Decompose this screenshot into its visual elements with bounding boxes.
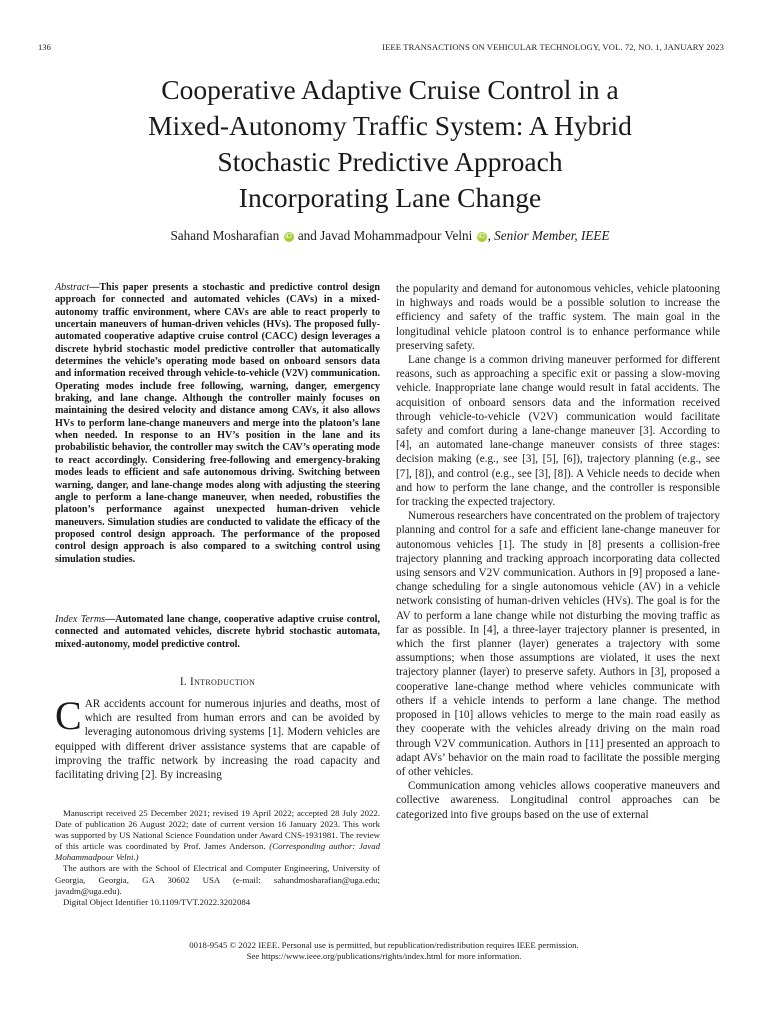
index-terms: [55, 614, 380, 651]
author-membership: , Senior Member, IEEE: [487, 228, 610, 243]
right-column: [396, 282, 720, 822]
body-paragraph: Lane change is a common driving maneuver performed for different reasons, such as approaching a specific exit or passing a slow-moving vehicle. Inappropriate lane change would result in fatal accidents. The acquisition of onboard sensors data and the information received through vehicle-to-vehicle (V2V) communication would facilitate safety and comfort during a lane-change maneuver [3]. According to [4], an automated lane-change maneuver consists of three stages: decision making (e.g., see [3], [5], [6]), trajectory planning (e.g., see [7], [8]), and control (e.g., see [3], [8]). A Vehicle needs to decide when and how to perform the lane change, and the controller is responsible for tracking the expected trajectory.: [396, 354, 720, 509]
orcid-icon[interactable]: iD: [285, 233, 292, 240]
orcid-icon[interactable]: iD: [478, 233, 485, 240]
abstract: [55, 282, 380, 566]
title-line: Incorporating Lane Change: [238, 182, 542, 213]
drop-cap: C: [55, 693, 82, 738]
index-terms-label: Index Terms: [55, 614, 106, 625]
paper-title: [70, 72, 710, 216]
title-line: Stochastic Predictive Approach: [217, 146, 563, 177]
abstract-label: Abstract: [55, 282, 90, 293]
footnote-manuscript: [55, 808, 380, 863]
journal-name: IEEE TRANSACTIONS ON VEHICULAR TECHNOLOGY, VOL. 72, NO. 1, JANUARY 2023: [382, 42, 724, 52]
rights-url-line: See https://www.ieee.org/publications/rights/index.html for more information.: [246, 951, 522, 961]
section-heading: I. Introduction: [179, 676, 256, 688]
intro-paragraph: [55, 693, 380, 782]
body-paragraph: Numerous researchers have concentrated on the problem of trajectory planning and control for a safe and efficient lane-change maneuver for autonomous vehicles [1]. The study in [8] presents a collision-free trajectory planning and tracking approach incorporating data collected using sensors and V2V communication. Authors in [9] proposed a lane-change scheduling for a single autonomous vehicle (AV) in a vehicle network consisting of human-driven vehicles (HVs). The goal is for the AV to perform a lane change while not disturbing the moving traffic as far as possible. In [4], a three-layer trajectory planner is presented, in which the first planner (layer) generates a trajectory with some assumptions; when those assumptions are violated, it uses the next trajectory planner (layer) to preserve safety. Authors in [3], proposed a cooperative lane-change method where vehicles communicate with others if a vehicle intends to perform a lane change. The method proposed in [10] allows vehicles to merge to the main road easily as they cooperate with the vehicles already driving on the main road through V2V communication. Authors in [11] presented an approach to adapt AVs’ behavior on the main road to facilitate the possible merging of other vehicles.: [396, 510, 720, 778]
footnote-affiliation: The authors are with the School of Electrical and Computer Engineering, University of Georgia, Georgia, GA 30602 USA (e-mail: sahandmosharafian@uga.edu; javadm@uga.edu).: [55, 863, 380, 896]
footnote-doi: Digital Object Identifier 10.1109/TVT.2022.3202084: [63, 896, 251, 907]
footnote-manuscript-text: Manuscript received 25 December 2021; revised 19 April 2022; accepted 28 July 2022. Date of publication 26 August 2022; date of current version 16 January 2023. This work was supported by US National Science Foundation under Award CNS-1931981. The review of this article was coordinated by Prof. James Anderson.: [55, 808, 380, 852]
copyright-line: 0018-9545 © 2022 IEEE. Personal use is permitted, but republication/redistribution requires IEEE permission.: [189, 940, 579, 950]
footnote: [55, 808, 380, 908]
page-number: 136: [38, 42, 51, 52]
corresponding-author: (Corresponding author: Javad Mohammadpour Velni.): [55, 841, 381, 863]
copyright-notice: [0, 940, 768, 962]
index-terms-text: —Automated lane change, cooperative adaptive cruise control, connected and automated vehicles, discrete hybrid stochastic automata, mixed-autonomy, model predictive control.: [55, 614, 380, 650]
body-paragraph: Communication among vehicles allows cooperative maneuvers and collective awareness. Longitudinal control approaches can be categorized into five groups based on the use of external: [396, 780, 720, 821]
author-list: [70, 228, 710, 244]
intro-text: AR accidents account for numerous injuries and deaths, most of which are resulted from human errors and can be avoided by leveraging autonomous driving systems [1]. Modern vehicles are equipped with different driver assistance systems that are capable of improving the traffic network by increasing the road capacity and facilitating driving [2]. By increasing: [55, 698, 380, 782]
body-paragraph: the popularity and demand for autonomous vehicles, vehicle platooning in highways and roads would be a possible solution to increase the efficiency and safety of the traffic system. The main goal in the longitudinal vehicle platoon control is to enhance performance while preserving safety.: [396, 283, 720, 352]
abstract-text: —This paper presents a stochastic and predictive control design approach for connected and automated vehicles (CAVs) in a mixed-autonomy traffic environment, where CAVs are able to react properly to uncertain maneuvers of human-driven vehicles (HVs). The proposed fully-automated cooperative adaptive cruise control (CACC) design leverages a discrete hybrid stochastic model predictive controller that automatically determines the vehicle’s operating mode based on onboard sensors data and information received through vehicle-to-vehicle (V2V) communication. Operating modes include free following, warning, danger, emergency braking, and lane change. Although the controller mainly focuses on maintaining the desired velocity and distance among CAVs, it also allows HVs to perform lane-change maneuvers and merge into the platoon’s lane when needed. In response to an HV’s position in the lane and its probabilistic behavior, the controller may switch the CAV’s operating mode to react accordingly. Considering free-following and emergency-braking modes leads to efficient and safe autonomous driving. Switching between warning, danger, and lane-change modes along with adjusting the steering angle to perform a lane-change maneuver, when needed, robustifies the platoon’s performance against unexpected human-driven vehicle maneuvers. Simulation studies are conducted to validate the efficacy of the proposed control design approach. The performance of the proposed control design approach is also compared to a switching control using simulation studies.: [55, 282, 380, 565]
title-line: Mixed-Autonomy Traffic System: A Hybrid: [148, 110, 632, 141]
title-line: Cooperative Adaptive Cruise Control in a: [161, 74, 619, 105]
running-header: [38, 42, 724, 56]
author-name: Sahand Mosharafian: [170, 228, 280, 243]
author-connector: and Javad Mohammadpour Velni: [297, 228, 473, 243]
